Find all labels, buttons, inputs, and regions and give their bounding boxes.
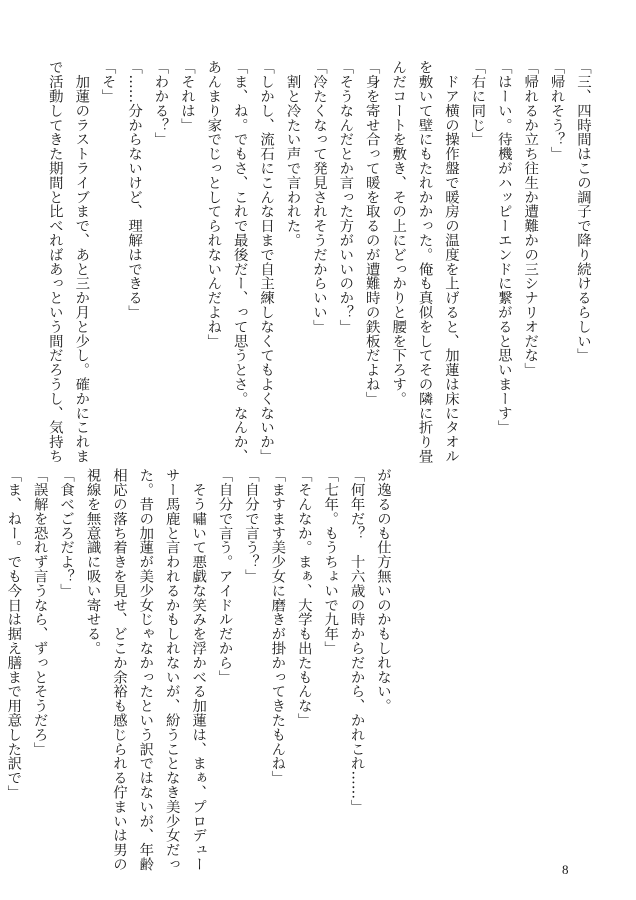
text-line: が逸るのも仕方無いのかもしれない。: [375, 468, 391, 713]
text-line: た。昔の加蓮が美少女じゃなかったという訳ではないが、年齢: [137, 468, 154, 872]
text-line: 「そんなか。まぁ、大学も出たもんな」: [295, 468, 312, 728]
text-line: 「しかし、流石にこんな日まで自主練しなくてもよくないか」: [258, 60, 275, 464]
text-line: 「七年。もうちょいで九年」: [322, 468, 339, 656]
text-line: 「ま、ねー。でも今日は据え膳まで用意した訳で」: [5, 468, 22, 800]
text-line: 「それは」: [178, 60, 195, 132]
text-line: 加蓮のラストライブまで、あと三か月と少し。確かにこれま: [73, 60, 90, 464]
lower-text-block: [0, 468, 396, 872]
text-line: 相応の落ち着きを見せ、どこか余裕も感じられる佇まいは男の: [110, 468, 127, 872]
text-line: 割と冷たい声で言われた。: [284, 60, 301, 248]
text-line: 「そうなんだとか言った方がいいのか？」: [337, 60, 354, 334]
text-line: 「誤解を恐れず言うなら、ずっとそうだろ」: [31, 468, 48, 756]
text-line: サー馬鹿と言われるかもしれないが、紛うことなき美少女だっ: [163, 468, 180, 872]
text-line: 「はーい。待機がハッピーエンドに繋がると思いまーす」: [495, 60, 512, 435]
text-line: 「……分からないけど、理解はできる」: [126, 60, 143, 320]
text-line: 「食べごろだよ？」: [58, 468, 75, 598]
text-line: ドア横の操作盤で暖房の温度を上げると、加蓮は床にタオル: [442, 60, 459, 464]
text-line: あんまり家でじっとしてられないんだよね」: [205, 60, 222, 348]
text-line: 「自分で言う？」: [242, 468, 259, 584]
text-line: 視線を無意識に吸い寄せる。: [84, 468, 101, 656]
upper-text-block: [41, 60, 596, 464]
text-line: を敷いて壁にもたれかかった。俺も真似をしてその隣に折り畳: [416, 60, 433, 464]
text-line: 「ま、ね。でもさ、これで最後だー、って思うとさ。なんか、: [231, 60, 248, 464]
text-line: 「帰れそう？」: [548, 60, 565, 161]
text-line: 「そ」: [99, 60, 116, 104]
text-line: 「何年だ？ 十六歳の時からだから、かれこれ……」: [348, 468, 365, 814]
page-number: 8: [562, 862, 569, 877]
text-line: 「冷たくなって発見されそうだからいい」: [310, 60, 327, 334]
text-line: んだコートを敷き、その上にどっかりと腰を下ろす。: [390, 60, 407, 406]
text-line: で活動してきた期間と比べればあっという間だろうし、気持ち: [46, 60, 63, 464]
text-line: 「自分で言う。アイドルだから」: [216, 468, 233, 684]
text-line: そう嘯いて悪戯な笑みを浮かべる加蓮は、まぁ、プロデュー: [190, 468, 207, 872]
text-line: 「三、四時間はこの調子で降り続けるらしい」: [575, 60, 591, 363]
text-line: 「帰れるか立ち往生か遭難かの三シナリオだな」: [522, 60, 539, 377]
text-line: 「ますます美少女に磨きが掛かってきたもんね」: [269, 468, 286, 785]
text-line: 「右に同じ」: [469, 60, 486, 147]
text-line: 「わかる？」: [152, 60, 169, 147]
text-line: 「身を寄せ合って暖を取るのが遭難時の鉄板だよね」: [363, 60, 380, 406]
